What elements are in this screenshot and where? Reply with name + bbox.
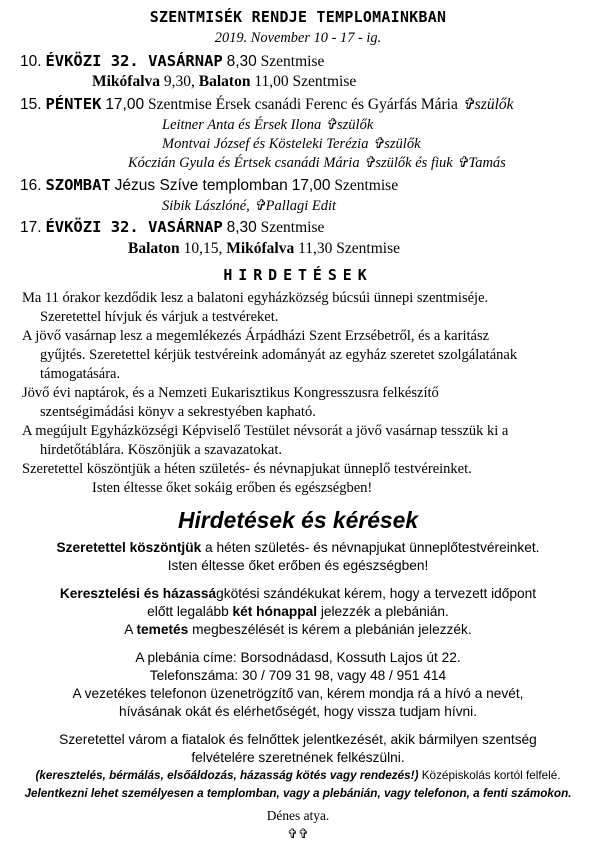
mass-intention: Kóczián Gyula és Értsek csanádi Mária ✞szülők és fiuk ✞Tamás [128,155,506,171]
cross-icon: ✞ [253,198,266,214]
answering-machine-line: A vezetékes telefonon üzenetrögzítő van, kérem mondja rá a hívó a nevét, [72,686,524,701]
apply-note: Jelentkezni lehet személyesen a templomban, vagy a plebánián, vagy telefonon, a fenti számokon. [24,786,572,800]
mass-intention: Sibik Lászlóné, ✞Pallagi Edit [162,198,337,214]
announcement-line: Szeretettel köszöntjük a héten születés- és névnapjukat ünneplő testvéreinket. [22,461,472,477]
greeting-line: Isten éltesse őket erőben és egészségben! [167,558,429,573]
announcement-line: Isten éltesse őket sokáig erőben és egészségben! [92,480,373,496]
announcement-line: hirdetőtáblára. Köszönjük a szavazatokat. [40,442,282,458]
announcement-line: Ma 11 órakor kezdődik lesz a balatoni egyházközség búcsúi ünnepi szentmiséje. [22,290,489,306]
announcement-line: A megújult Egyházközségi Képviselő Testület névsorát a jövő vasárnap tesszük ki a [22,423,509,439]
sacrament-note: (keresztelés, bérmálás, elsőáldozás, házasság kötés vagy rendezés!) Középiskolás kortól felfelé. [35,768,561,782]
baptism-line: előtt legalább két hónappal jelezzék a plebánián. [147,604,449,619]
requests-heading: Hirdetések és kérések [177,507,419,533]
announcement-line: Jövő évi naptárok, és a Nemzeti Eukarisztikus Kongresszusra felkészítő [22,385,439,401]
parish-address: A plebánia címe: Borsodnádasd, Kossuth Lajos út 22. [135,650,461,665]
schedule-day-10-locations: Mikófalva 9,30, Balaton 11,00 Szentmise [92,73,357,90]
cross-icon: ✞ [461,96,475,113]
mass-intention: Montvai József és Kösteleki Terézia ✞szülők [162,136,421,152]
schedule-day-17-locations: Balaton 10,15, Mikófalva 11,30 Szentmise [128,240,400,257]
mass-intention: Leitner Anta és Érsek Ilona ✞szülők [162,117,374,133]
schedule-day-17: 17. ÉVKÖZI 32. VASÁRNAP 8,30 Szentmise [20,218,325,236]
schedule-day-16: 16. SZOMBAT Jézus Szíve templomban 17,00 Szentmise [20,176,399,194]
announcement-line: szentségimádási könyv a sekrestyében kapható. [40,404,316,420]
parish-phone: Telefonszáma: 30 / 709 31 98, vagy 48 / 951 414 [149,668,447,683]
signature: Dénes atya. [266,808,330,823]
schedule-day-15: 15. PÉNTEK 17,00 Szentmise Érsek csanádi Ferenc és Gyárfás Mária ✞szülők [20,95,514,113]
announcements-heading: HIRDETÉSEK [223,266,373,284]
schedule-day-10: 10. ÉVKÖZI 32. VASÁRNAP 8,30 Szentmise [20,52,325,70]
cross-icon: ✞ [363,155,376,171]
cross-icon: ✞ [324,117,337,133]
announcement-line: Szeretettel hívjuk és várjuk a testvéreket. [40,309,279,325]
answering-machine-line: hívásának okát és elérhetőségét, hogy vissza tudjam hívni. [118,704,478,719]
announcement-line: A jövő vasárnap lesz a megemlékezés Árpádházi Szent Erzsébetről, és a karitász [22,328,490,344]
announcement-line: gyűjtés. Szeretettel kérjük testvéreink adományát az egyház szeretet szolgálatának [40,347,518,363]
cross-icon: ✞ [456,155,469,171]
funeral-line: A temetés megbeszélését is kérem a plebánián jelezzék. [124,622,472,637]
announcement-line: támogatására. [40,366,121,382]
cross-icon: ✞✞ [287,826,309,841]
date-range: 2019. November 10 - 17 - ig. [214,30,382,46]
cross-icon: ✞ [372,136,385,152]
page-title: SZENTMISÉK RENDJE TEMPLOMAINKBAN [149,8,447,26]
baptism-line: Keresztelési és házasságkötési szándékukat kérem, hogy a tervezett időpont [59,586,537,601]
youth-line: felvételére szeretnének felkészülni. [191,750,405,765]
greeting-line: Szeretettel köszöntjük a héten születés- és névnapjukat ünneplőtestvéreinket. [56,540,540,555]
youth-line: Szeretettel várom a fiatalok és felnőttek jelentkezését, akik bármilyen szentség [59,732,537,747]
